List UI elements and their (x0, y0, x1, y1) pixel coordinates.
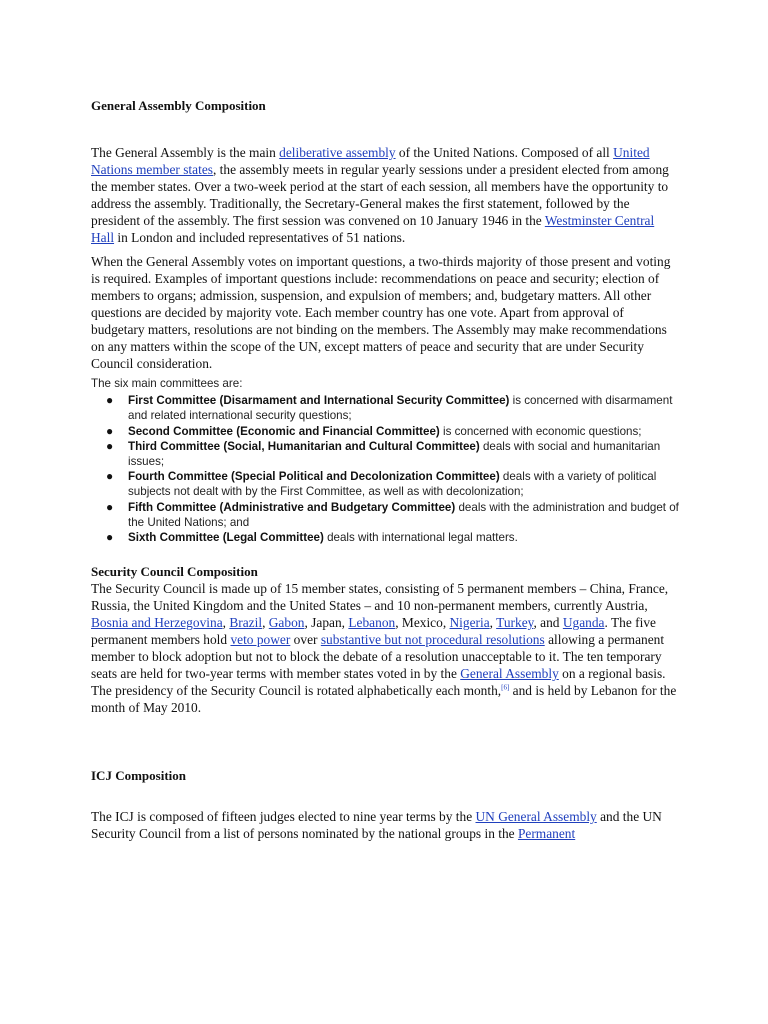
bullet-icon: ● (106, 393, 114, 408)
text: and the UN Security Council from a list of persons nominated by the national groups in the (91, 809, 662, 842)
link-substantive-resolutions[interactable]: substantive but not procedural resolutions (320, 632, 545, 648)
link-westminster-central-hall[interactable]: Westminster Central Hall (91, 213, 655, 245)
text: and is held by Lebanon for the month of May 2010. (91, 683, 677, 716)
text: in London and included representatives of 51 nations. (114, 230, 406, 245)
bullet-icon: ● (106, 530, 114, 545)
link-nigeria[interactable]: Nigeria (449, 615, 490, 631)
text: over (290, 632, 321, 648)
committee-desc: is concerned with disarmament and related international security questions; (128, 394, 673, 423)
link-turkey[interactable]: Turkey (496, 615, 534, 631)
text: allowing a permanent member to block adoption but not to block the debate of a resolution unacceptable to it. The ten temporary seats are held for two-year terms with member states voted in by the (91, 632, 665, 682)
committees-intro: The six main committees are: (91, 377, 243, 390)
committee-name: Second Committee (Economic and Financial Committee) (128, 424, 440, 438)
link-brazil[interactable]: Brazil (229, 615, 263, 631)
link-gabon[interactable]: Gabon (268, 615, 305, 631)
text: . The five permanent members hold (91, 615, 656, 648)
sc-heading: Security Council Composition (91, 564, 258, 580)
ga-heading: General Assembly Composition (91, 98, 266, 113)
bullet-icon: ● (106, 423, 114, 438)
committee-item-1 (106, 393, 680, 423)
text: , and (533, 615, 563, 631)
committee-desc: deals with international legal matters. (323, 531, 518, 545)
text: , the assembly meets in regular yearly sessions under a president elected from among the member states. Over a two-week period at the start of each session, all members have the opportunity to address the assembly. Traditionally, the Secretary-General makes the first statement, followed by the president of the assembly. The first session was convened on 10 January 1946 in the (91, 162, 669, 228)
bullet-icon: ● (106, 438, 114, 453)
committee-desc: deals with social and humanitarian issues; (128, 439, 661, 469)
reference-link[interactable]: [6] (501, 683, 510, 692)
link-lebanon[interactable]: Lebanon (348, 615, 396, 631)
bullet-icon: ● (106, 499, 114, 514)
link-deliberative-assembly[interactable]: deliberative assembly (279, 145, 396, 160)
committee-name: Fifth Committee (Administrative and Budgetary Committee) (128, 500, 456, 514)
ga-paragraph-2: When the General Assembly votes on important questions, a two-thirds majority of those present and voting is required. Examples of important questions include: recommendations on peace and security; election of members to organs; admission, suspension, and expulsion of members; and, budgetary matters. All other questions are decided by majority vote. Each member country has one vote. Apart from approval of budgetary matters, resolutions are not binding on the members. The Assembly may make recommendations on any matters within the scope of the UN, except matters of peace and security that are under Security Council consideration. (91, 254, 671, 371)
committees-list (91, 393, 680, 545)
sc-paragraph (91, 580, 680, 716)
link-general-assembly[interactable]: General Assembly (460, 666, 559, 682)
text: The General Assembly is the main (91, 145, 280, 160)
committee-item-3 (106, 438, 680, 469)
committee-desc: deals with the administration and budget of the United Nations; and (128, 500, 679, 529)
committee-item-2 (106, 423, 680, 439)
link-un-general-assembly[interactable]: UN General Assembly (475, 809, 597, 825)
link-un-member-states[interactable]: United Nations member states (91, 145, 650, 177)
text: , Mexico, (395, 615, 450, 631)
committee-name: First Committee (Disarmament and International Security Committee) (128, 394, 510, 408)
committee-name: Sixth Committee (Legal Committee) (128, 531, 324, 545)
link-permanent[interactable]: Permanent (517, 826, 576, 842)
committee-item-4 (106, 469, 680, 499)
text: , (222, 615, 230, 631)
icj-paragraph (91, 808, 680, 842)
text: The Security Council is made up of 15 member states, consisting of 5 permanent members – China, France, Russia, the United Kingdom and the United States – and 10 non-permanent members, currently Austria, (91, 581, 669, 614)
text: on a regional basis. The presidency of the Security Council is rotated alphabetically each month, (91, 666, 666, 699)
text: , (262, 615, 269, 631)
text: , (489, 615, 497, 631)
committee-item-6 (106, 530, 680, 545)
committee-desc: is concerned with economic questions; (439, 424, 642, 438)
link-bosnia[interactable]: Bosnia and Herzegovina (91, 615, 223, 631)
bullet-icon: ● (106, 469, 114, 484)
text: of the United Nations. Composed of all (395, 145, 614, 160)
committee-name: Third Committee (Social, Humanitarian and Cultural Committee) (128, 439, 480, 453)
committee-desc: deals with a variety of political subjects not dealt with by the First Committee, as well as with decolonization; (128, 470, 657, 499)
text: , Japan, (304, 615, 349, 631)
ga-paragraph-1 (91, 144, 680, 246)
committee-item-5 (106, 499, 680, 530)
icj-heading: ICJ Composition (91, 768, 186, 784)
link-uganda[interactable]: Uganda (562, 615, 605, 631)
text: The ICJ is composed of fifteen judges elected to nine year terms by the (91, 809, 476, 825)
committee-name: Fourth Committee (Special Political and Decolonization Committee) (128, 470, 500, 484)
link-veto-power[interactable]: veto power (230, 632, 291, 648)
